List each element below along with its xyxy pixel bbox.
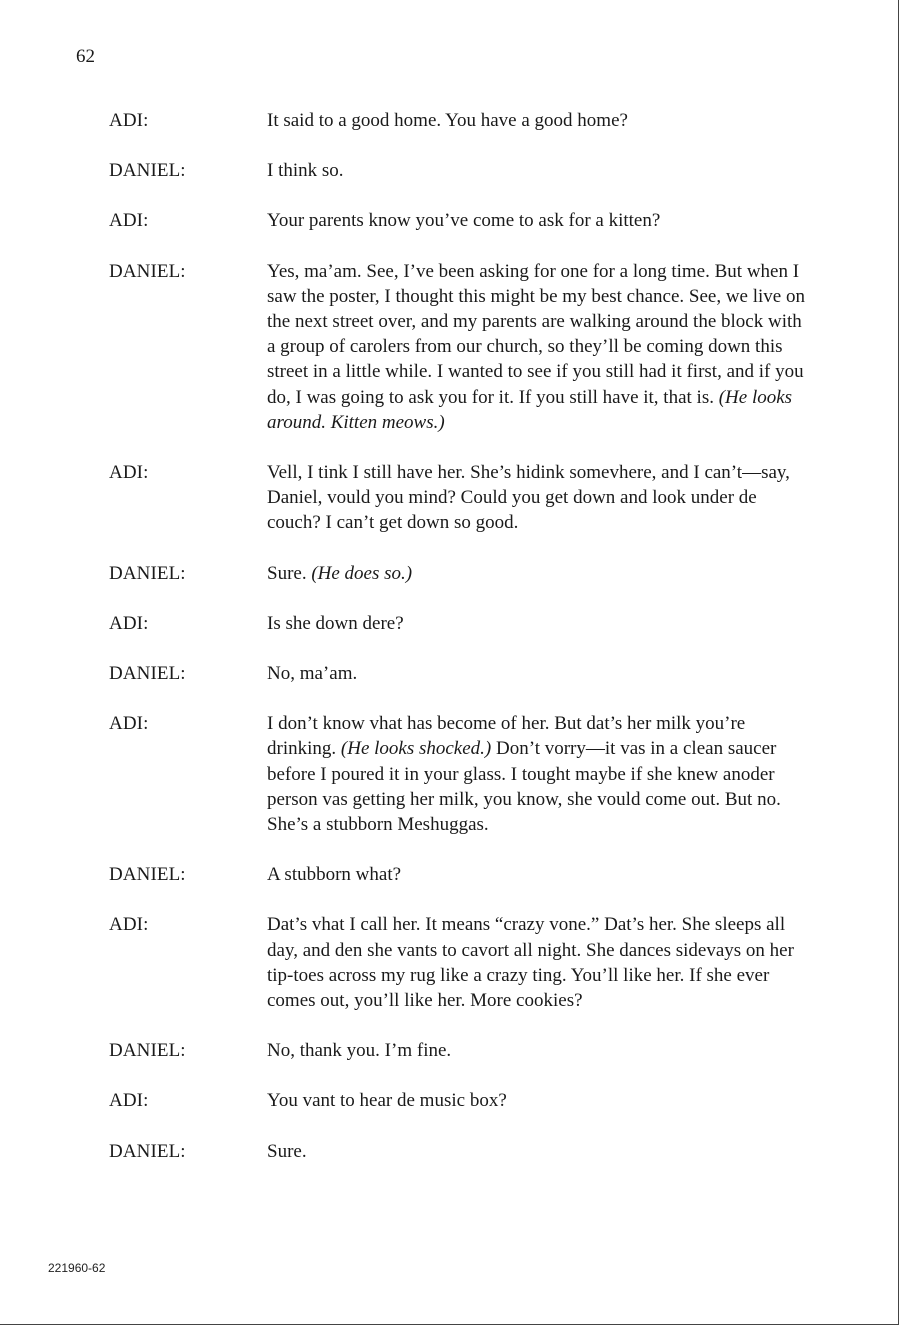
speaker-name: ADI: xyxy=(109,462,149,484)
speaker-name: DANIEL: xyxy=(109,1140,186,1162)
stage-direction: (He does so.) xyxy=(311,562,413,584)
speech-text xyxy=(267,711,807,837)
speaker-name: ADI: xyxy=(109,110,149,131)
speaker-name: ADI: xyxy=(109,612,149,634)
dialogue-line xyxy=(109,661,809,686)
dialogue-line xyxy=(109,259,809,435)
dialogue-text: No, ma’am. xyxy=(267,663,358,685)
dialogue-line xyxy=(109,208,809,233)
dialogue-line xyxy=(109,711,809,837)
dialogue-line xyxy=(109,1139,809,1164)
page-number: 62 xyxy=(76,46,95,67)
footer-code: 221960-62 xyxy=(48,1261,106,1275)
stage-direction: (He looks around. Kitten meows.) xyxy=(267,386,793,433)
dialogue-line xyxy=(109,108,809,133)
speech-text xyxy=(267,208,807,233)
dialogue-text: It said to a good home. You have a good home? xyxy=(267,110,628,131)
dialogue-line xyxy=(109,1038,809,1063)
dialogue-text: I don’t know vhat has become of her. But dat’s her milk you’re drinking. xyxy=(267,713,746,760)
speech-text xyxy=(267,862,807,887)
dialogue-text: A stubborn what? xyxy=(267,864,402,886)
dialogue-text: Don’t vorry—it vas in a clean saucer before I poured it in your glass. I tought maybe if she knew anoder person vas getting her milk, you know, she vould come out. But no. She’s a stubborn Meshuggas. xyxy=(267,738,781,836)
dialogue-line xyxy=(109,561,809,586)
speech-text xyxy=(267,108,807,133)
speaker-name: DANIEL: xyxy=(109,260,186,282)
speech-text xyxy=(267,561,807,586)
speaker-name: DANIEL: xyxy=(109,160,186,182)
speaker-name: DANIEL: xyxy=(109,1040,186,1062)
speech-text xyxy=(267,1038,807,1063)
speaker-name: ADI: xyxy=(109,713,149,735)
speech-text xyxy=(267,259,807,435)
dialogue-text: Dat’s vhat I call her. It means “crazy vone.” Dat’s her. She sleeps all day, and den she vants to cavort all night. She dances sidevays on her tip-toes across my rug like a crazy ting. You’ll like her. If she ever comes out, you’ll like her. More cookies? xyxy=(267,914,794,1012)
speech-text xyxy=(267,460,807,536)
dialogue-text: Sure. xyxy=(267,562,312,584)
speech-text xyxy=(267,661,807,686)
speaker-name: ADI: xyxy=(109,210,149,232)
dialogue-line xyxy=(109,611,809,636)
dialogue-text: Your parents know you’ve come to ask for a kitten? xyxy=(267,210,661,232)
speaker-name: DANIEL: xyxy=(109,562,186,584)
dialogue-text: Is she down dere? xyxy=(267,612,404,634)
dialogue-line xyxy=(109,460,809,536)
speaker-name: ADI: xyxy=(109,1090,149,1112)
script-body xyxy=(109,108,809,1189)
dialogue-text: Vell, I tink I still have her. She’s hidink somevhere, and I can’t—say, Daniel, vould you mind? Could you get down and look under de couch? I can’t get down so good. xyxy=(267,462,790,534)
dialogue-line xyxy=(109,1088,809,1113)
dialogue-line xyxy=(109,912,809,1013)
speech-text xyxy=(267,912,807,1013)
speaker-name: ADI: xyxy=(109,914,149,936)
stage-direction: (He looks shocked.) xyxy=(340,738,492,760)
speech-text xyxy=(267,1139,807,1164)
speaker-name: DANIEL: xyxy=(109,663,186,685)
dialogue-text: Yes, ma’am. See, I’ve been asking for one for a long time. But when I saw the poster, I thought this might be my best chance. See, we live on the next street over, and my parents are walking around the block with a group of carolers from our church, so they’ll be coming down this street in a little while. I wanted to see if you still had it first, and if you do, I was going to ask you for it. If you still have it, that is. xyxy=(267,260,805,408)
dialogue-line xyxy=(109,862,809,887)
dialogue-text: You vant to hear de music box? xyxy=(267,1090,507,1112)
dialogue-text: Sure. xyxy=(267,1140,307,1162)
speech-text xyxy=(267,611,807,636)
dialogue-line xyxy=(109,158,809,183)
dialogue-text: No, thank you. I’m fine. xyxy=(267,1040,452,1062)
dialogue-text: I think so. xyxy=(267,160,344,182)
speaker-name: DANIEL: xyxy=(109,864,186,886)
speech-text xyxy=(267,158,807,183)
speech-text xyxy=(267,1088,807,1113)
